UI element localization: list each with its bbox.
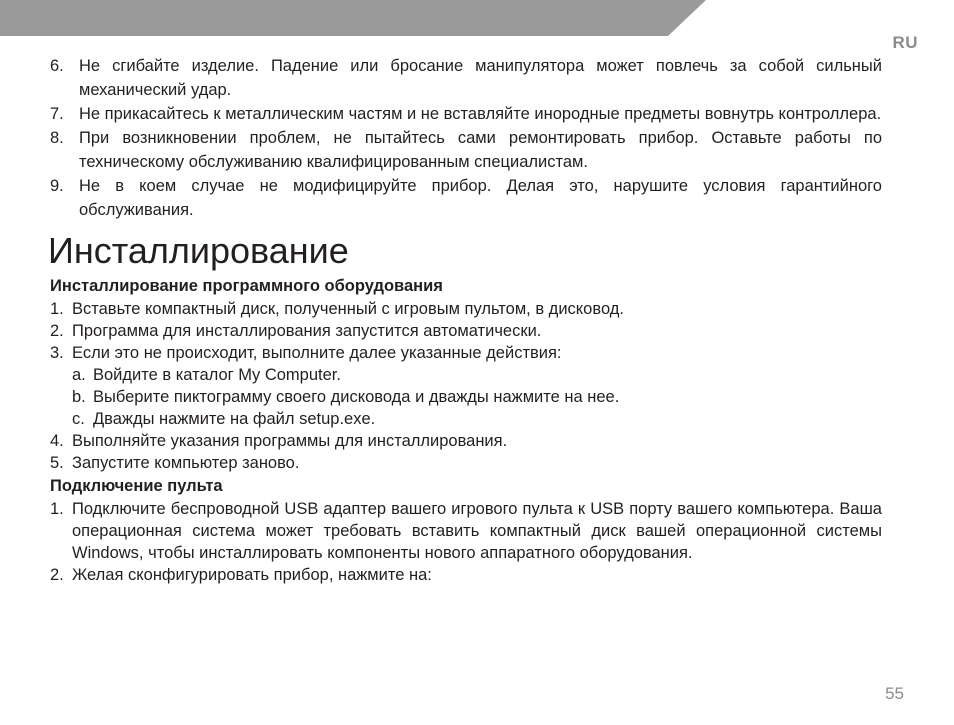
sub-item-text: Войдите в каталог My Computer. bbox=[93, 366, 341, 384]
list-item bbox=[50, 174, 882, 222]
sub-item-letter: b. bbox=[72, 388, 86, 406]
list-item bbox=[50, 102, 882, 126]
item-text: При возникновении проблем, не пытайтесь сами ремонтировать прибор. Оставьте работы по техническому обслуживанию квалифицированным специалистам. bbox=[79, 129, 882, 171]
sub-list-item bbox=[72, 408, 882, 430]
sub-item-letter: a. bbox=[72, 366, 86, 384]
list-item bbox=[50, 54, 882, 102]
item-number: 8. bbox=[50, 129, 64, 147]
item-number: 1. bbox=[50, 500, 64, 518]
connection-steps bbox=[50, 498, 882, 586]
list-item bbox=[50, 430, 882, 452]
page-number: 55 bbox=[885, 684, 904, 703]
item-number: 7. bbox=[50, 105, 64, 123]
software-steps bbox=[50, 298, 882, 474]
item-text: Выполняйте указания программы для инсталлирования. bbox=[72, 432, 508, 450]
list-item bbox=[50, 342, 882, 430]
item-text: Вставьте компактный диск, полученный с игровым пультом, в дисковод. bbox=[72, 300, 624, 318]
list-item bbox=[50, 564, 882, 586]
item-text: Подключите беспроводной USB адаптер вашего игрового пульта к USB порту вашего компьютера. Ваша операционная система может требовать вставить компактный диск вашей операционной системы Windows, чтобы инсталлировать компоненты нового аппаратного оборудования. bbox=[72, 500, 882, 562]
language-label: RU bbox=[892, 33, 918, 52]
item-number: 9. bbox=[50, 177, 64, 195]
safety-list bbox=[50, 54, 882, 222]
sub-item-text: Дважды нажмите на файл setup.exe. bbox=[93, 410, 376, 428]
sub-list-item bbox=[72, 364, 882, 386]
item-text: Программа для инсталлирования запустится автоматически. bbox=[72, 322, 542, 340]
item-text: Если это не происходит, выполните далее указанные действия: bbox=[72, 344, 562, 362]
sub-item-text: Выберите пиктограмму своего дисковода и дважды нажмите на нее. bbox=[93, 388, 620, 406]
list-item bbox=[50, 298, 882, 320]
item-number: 1. bbox=[50, 300, 64, 318]
header-bar bbox=[0, 0, 954, 36]
item-number: 3. bbox=[50, 344, 64, 362]
page-content bbox=[50, 54, 882, 586]
item-text: Запустите компьютер заново. bbox=[72, 454, 300, 472]
software-substeps bbox=[72, 364, 882, 430]
item-text: Не сгибайте изделие. Падение или бросание манипулятора может повлечь за собой сильный механический удар. bbox=[79, 57, 882, 99]
list-item bbox=[50, 498, 882, 564]
connection-heading: Подключение пульта bbox=[50, 477, 223, 495]
item-number: 2. bbox=[50, 566, 64, 584]
sub-item-letter: c. bbox=[72, 410, 85, 428]
list-item bbox=[50, 320, 882, 342]
item-text: Желая сконфигурировать прибор, нажмите на: bbox=[72, 566, 432, 584]
item-number: 2. bbox=[50, 322, 64, 340]
item-number: 4. bbox=[50, 432, 64, 450]
sub-list-item bbox=[72, 386, 882, 408]
item-number: 6. bbox=[50, 57, 64, 75]
item-number: 5. bbox=[50, 454, 64, 472]
list-item bbox=[50, 126, 882, 174]
list-item bbox=[50, 452, 882, 474]
item-text: Не в коем случае не модифицируйте прибор. Делая это, нарушите условия гарантийного обслуживания. bbox=[79, 177, 882, 219]
software-heading: Инсталлирование программного оборудования bbox=[50, 277, 443, 295]
section-title: Инсталлирование bbox=[48, 230, 349, 271]
item-text: Не прикасайтесь к металлическим частям и не вставляйте инородные предметы вовнутрь контроллера. bbox=[79, 105, 882, 123]
